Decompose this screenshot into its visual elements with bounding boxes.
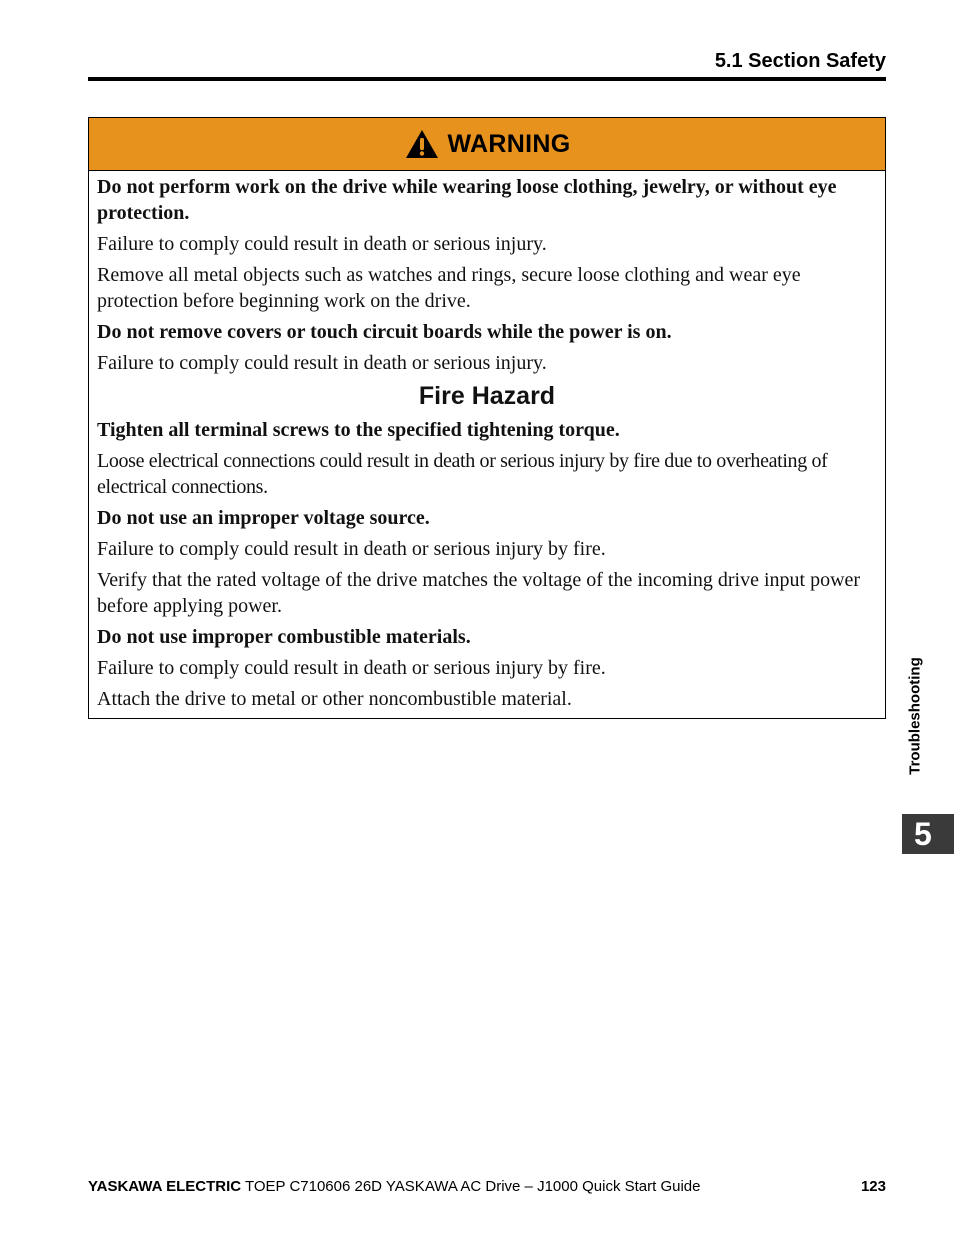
fire-hazard-heading: Fire Hazard [418, 382, 556, 410]
warning-paragraph: Remove all metal objects such as watches and rings, secure loose clothing and wear eye protection before beginning work on the drive. [97, 264, 801, 312]
fire-paragraph: Verify that the rated voltage of the drive matches the voltage of the incoming drive input power before applying power. [97, 569, 861, 617]
warning-box [88, 117, 886, 719]
warning-paragraph: Do not remove covers or touch circuit boards while the power is on. [97, 321, 672, 343]
fire-paragraph: Do not use an improper voltage source. [97, 507, 430, 529]
footer-brand: YASKAWA ELECTRIC [88, 1178, 242, 1195]
fire-paragraph: Attach the drive to metal or other noncombustible material. [97, 688, 572, 710]
side-tab-label: Troubleshooting [906, 657, 924, 775]
warning-paragraph: Failure to comply could result in death or serious injury. [97, 233, 547, 255]
warning-paragraph: Failure to comply could result in death or serious injury. [97, 352, 547, 374]
fire-paragraph: Do not use improper combustible materials. [97, 626, 471, 648]
fire-paragraph: Tighten all terminal screws to the specified tightening torque. [97, 419, 620, 441]
fire-paragraph: Failure to comply could result in death or serious injury by fire. [97, 538, 606, 560]
warning-banner [89, 118, 885, 171]
warning-body [89, 171, 885, 712]
fire-paragraph: Loose electrical connections could result in death or serious injury by fire due to overheating of electrical connections. [97, 450, 828, 498]
section-title: 5.1 Section Safety [714, 50, 886, 72]
chapter-tab: 5 [902, 814, 954, 854]
page-number: 123 [860, 1178, 886, 1195]
header-rule [88, 77, 886, 81]
footer-doc-text: TOEP C710606 26D YASKAWA AC Drive – J1000 Quick Start Guide [241, 1178, 701, 1195]
fire-paragraph: Failure to comply could result in death or serious injury by fire. [97, 657, 606, 679]
warning-paragraph: Do not perform work on the drive while wearing loose clothing, jewelry, or without eye protection. [97, 176, 837, 224]
warning-title: WARNING [447, 129, 571, 158]
footer [88, 1178, 886, 1195]
warning-triangle-icon [404, 128, 440, 160]
